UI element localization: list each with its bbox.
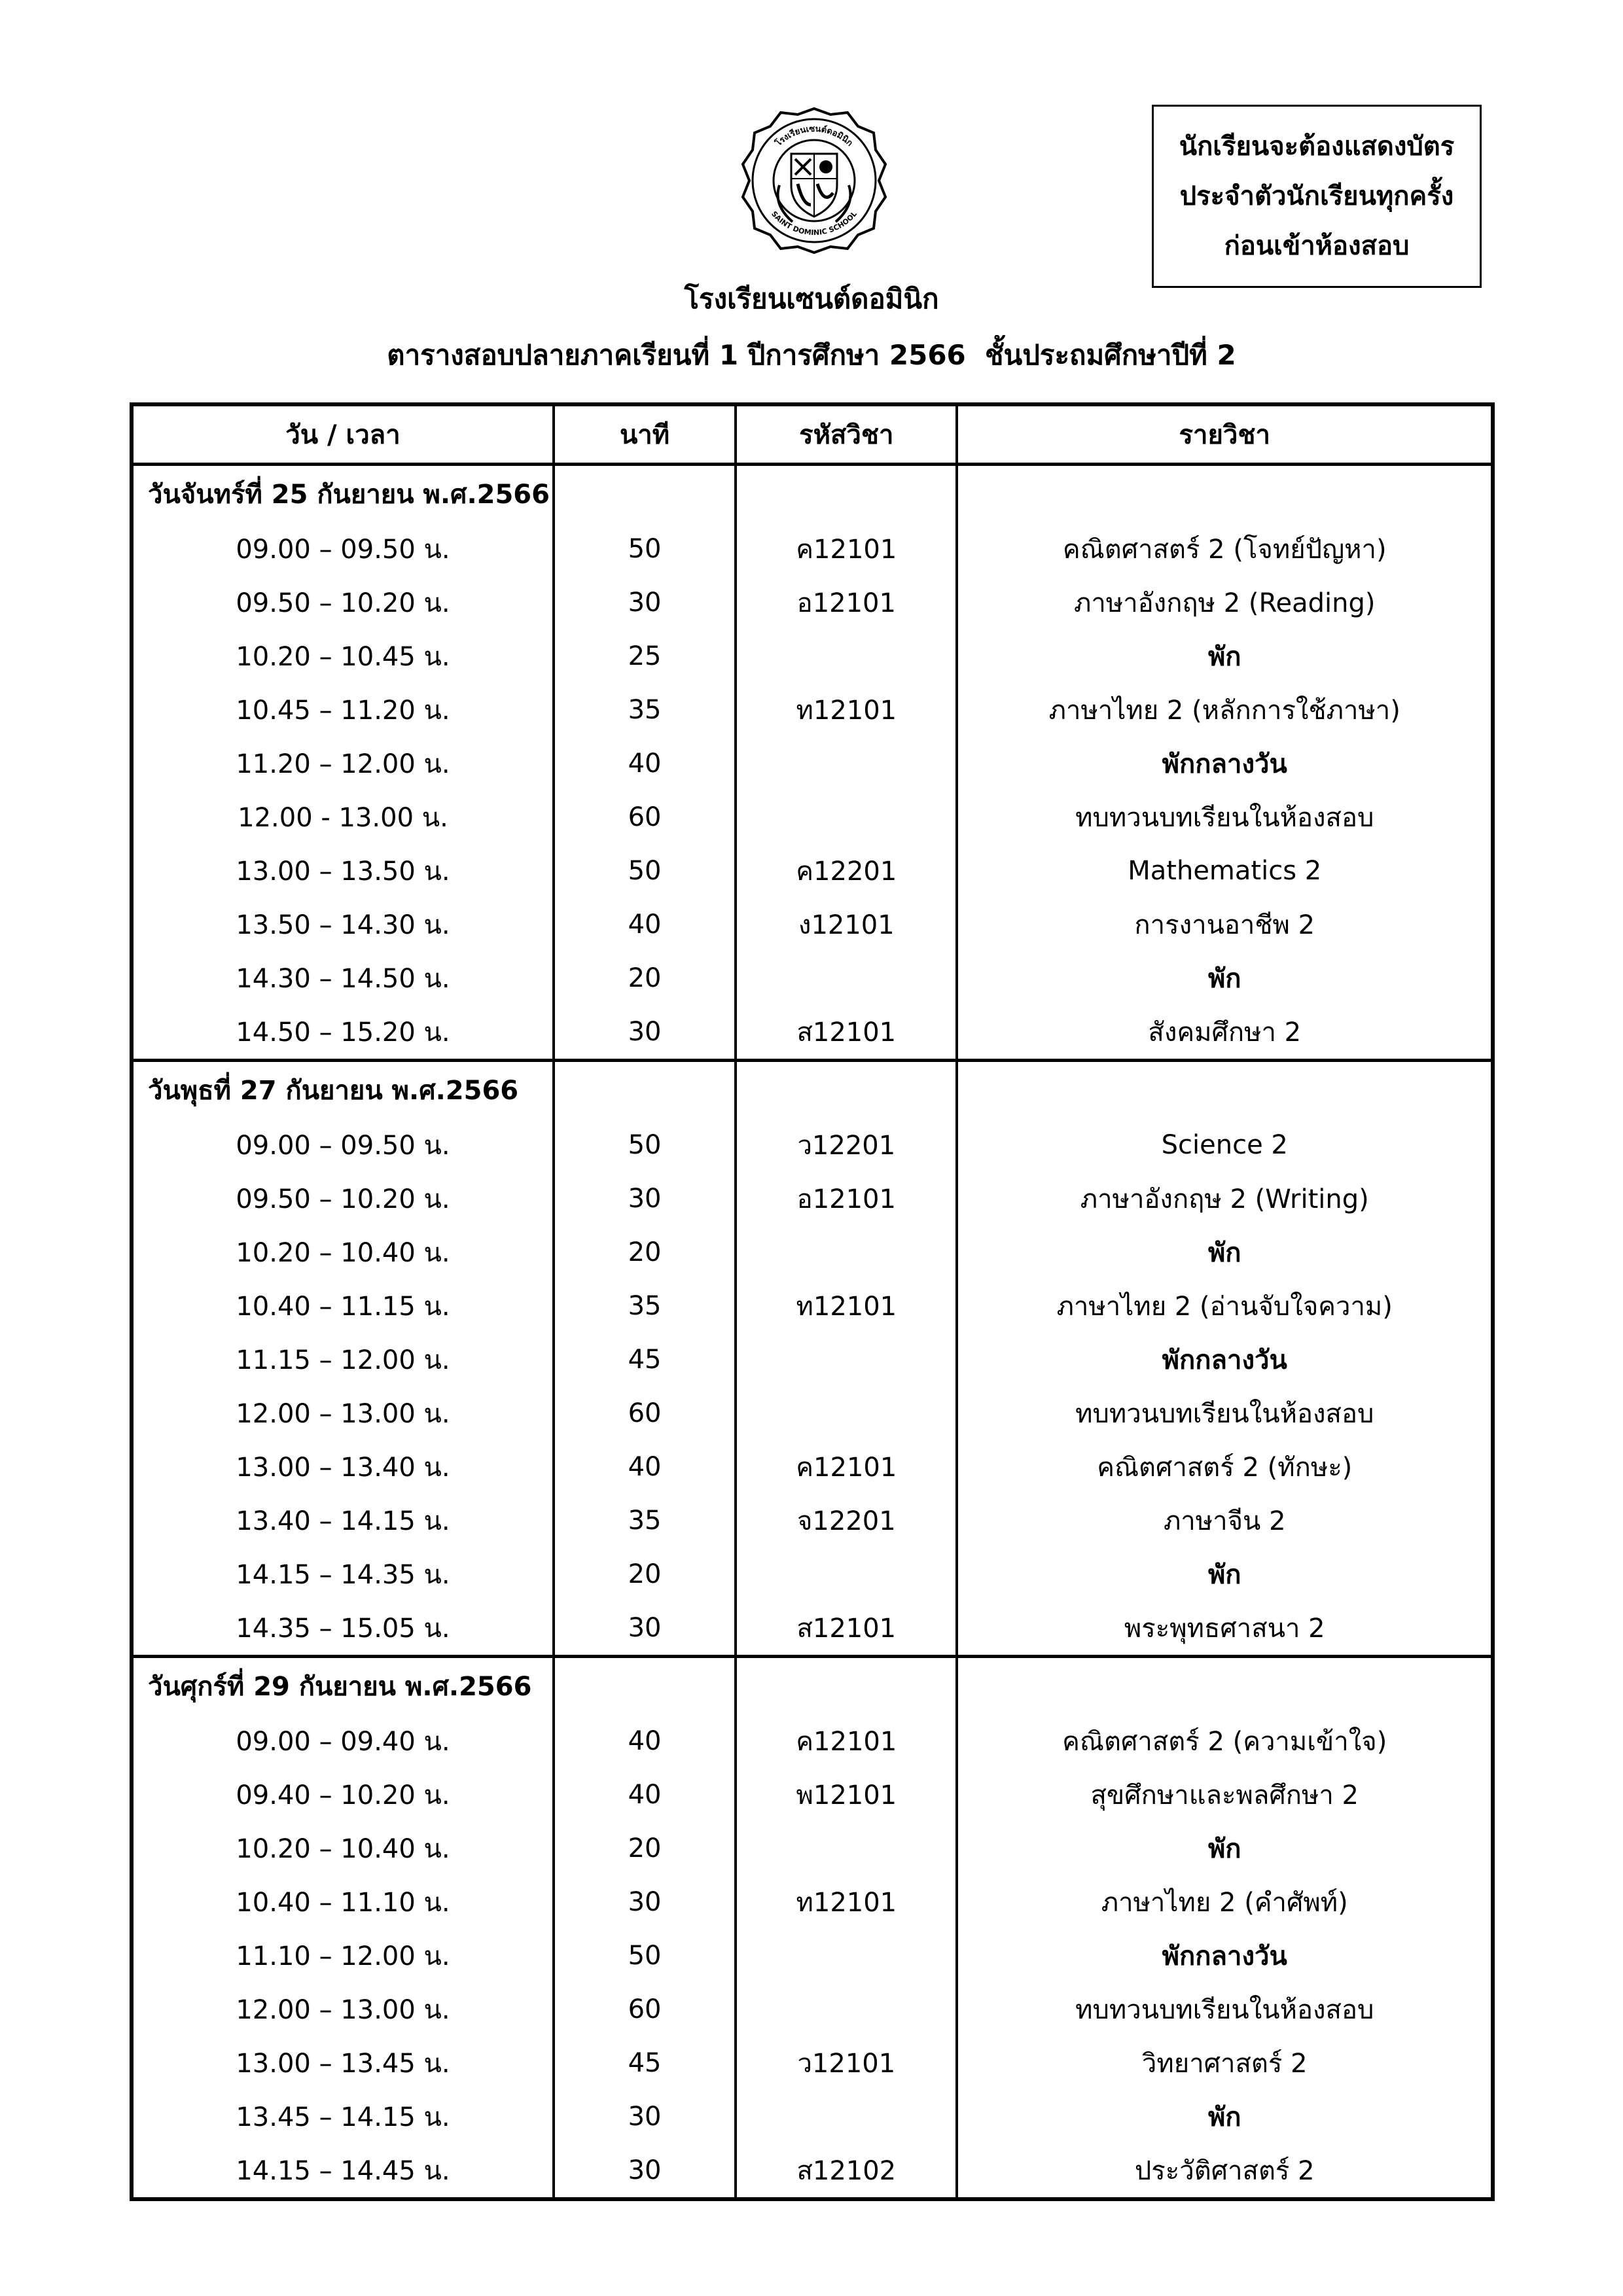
time-cell: 13.40 – 14.15 น. xyxy=(132,1494,554,1547)
day-header-row xyxy=(132,465,1493,523)
table-row xyxy=(132,1005,1493,1061)
table-header-row xyxy=(132,404,1493,465)
time-cell: 10.40 – 11.15 น. xyxy=(132,1279,554,1333)
time-cell: 10.20 – 10.40 น. xyxy=(132,1226,554,1279)
subject-code-cell xyxy=(736,629,957,683)
subject-code-cell: พ12101 xyxy=(736,1768,957,1822)
table-row xyxy=(132,737,1493,790)
day-label: วันศุกร์ที่ 29 กันยายน พ.ศ.2566 xyxy=(132,1657,554,1715)
table-row xyxy=(132,1929,1493,1983)
subject-cell: วิทยาศาสตร์ 2 xyxy=(957,2036,1493,2090)
subject-code-cell: ท12101 xyxy=(736,1875,957,1929)
column-header-subject: รายวิชา xyxy=(957,404,1493,465)
subject-code-cell xyxy=(736,1547,957,1601)
subject-code-cell: ว12101 xyxy=(736,2036,957,2090)
time-cell: 09.00 – 09.50 น. xyxy=(132,1118,554,1172)
table-row xyxy=(132,2090,1493,2144)
subject-code-cell: ส12101 xyxy=(736,1005,957,1061)
time-cell: 09.50 – 10.20 น. xyxy=(132,1172,554,1226)
minutes-cell: 30 xyxy=(554,2144,736,2199)
time-cell: 13.00 – 13.50 น. xyxy=(132,844,554,898)
table-row xyxy=(132,1333,1493,1386)
subject-code-cell xyxy=(736,1386,957,1440)
table-row xyxy=(132,844,1493,898)
subject-code-cell xyxy=(736,2090,957,2144)
table-row xyxy=(132,1118,1493,1172)
time-cell: 13.50 – 14.30 น. xyxy=(132,898,554,951)
subject-code-cell: ค12101 xyxy=(736,1440,957,1494)
schedule-body xyxy=(132,465,1493,2200)
subject-cell: Science 2 xyxy=(957,1118,1493,1172)
minutes-cell: 35 xyxy=(554,1279,736,1333)
subject-code-cell: ส12102 xyxy=(736,2144,957,2199)
time-cell: 14.50 – 15.20 น. xyxy=(132,1005,554,1061)
subject-cell: พระพุทธศาสนา 2 xyxy=(957,1601,1493,1657)
table-row xyxy=(132,1440,1493,1494)
table-row xyxy=(132,1875,1493,1929)
time-cell: 14.15 – 14.35 น. xyxy=(132,1547,554,1601)
time-cell: 10.40 – 11.10 น. xyxy=(132,1875,554,1929)
subject-code-cell: ค12101 xyxy=(736,522,957,576)
subject-cell: ภาษาไทย 2 (หลักการใช้ภาษา) xyxy=(957,683,1493,737)
notice-box xyxy=(1152,105,1482,288)
time-cell: 14.30 – 14.50 น. xyxy=(132,951,554,1005)
subject-cell: พัก xyxy=(957,1226,1493,1279)
subject-cell: พักกลางวัน xyxy=(957,1333,1493,1386)
time-cell: 10.20 – 10.40 น. xyxy=(132,1822,554,1875)
subject-cell: ทบทวนบทเรียนในห้องสอบ xyxy=(957,1983,1493,2036)
subject-cell: ภาษาจีน 2 xyxy=(957,1494,1493,1547)
table-row xyxy=(132,2144,1493,2199)
subject-cell: พัก xyxy=(957,1547,1493,1601)
notice-line: ก่อนเข้าห้องสอบ xyxy=(1224,231,1410,261)
subject-cell: คณิตศาสตร์ 2 (โจทย์ปัญหา) xyxy=(957,522,1493,576)
minutes-cell: 40 xyxy=(554,1714,736,1768)
exam-title: ตารางสอบปลายภาคเรียนที่ 1 ปีการศึกษา 2566 ชั้นประถมศึกษาปีที่ 2 xyxy=(387,339,1236,371)
notice-line: นักเรียนจะต้องแสดงบัตร xyxy=(1179,132,1455,162)
time-cell: 10.45 – 11.20 น. xyxy=(132,683,554,737)
notice-line: ประจำตัวนักเรียนทุกครั้ง xyxy=(1179,181,1454,211)
subject-code-cell xyxy=(736,1822,957,1875)
subject-code-cell xyxy=(736,1983,957,2036)
time-cell: 12.00 – 13.00 น. xyxy=(132,1386,554,1440)
subject-code-cell xyxy=(736,1226,957,1279)
table-row xyxy=(132,1494,1493,1547)
minutes-cell: 35 xyxy=(554,1494,736,1547)
day-label: วันพุธที่ 27 กันยายน พ.ศ.2566 xyxy=(132,1061,554,1119)
table-row xyxy=(132,629,1493,683)
subject-cell: คณิตศาสตร์ 2 (ทักษะ) xyxy=(957,1440,1493,1494)
table-row xyxy=(132,1601,1493,1657)
subject-cell: พัก xyxy=(957,2090,1493,2144)
empty-cell xyxy=(957,1657,1493,1715)
time-cell: 11.15 – 12.00 น. xyxy=(132,1333,554,1386)
subject-cell: สุขศึกษาและพลศึกษา 2 xyxy=(957,1768,1493,1822)
empty-cell xyxy=(554,1657,736,1715)
table-row xyxy=(132,1983,1493,2036)
table-row xyxy=(132,1172,1493,1226)
table-row xyxy=(132,576,1493,629)
subject-code-cell: ส12101 xyxy=(736,1601,957,1657)
svg-text:โรงเรียนเซนต์ดอมินิก: โรงเรียนเซนต์ดอมินิก xyxy=(774,124,855,149)
minutes-cell: 30 xyxy=(554,1005,736,1061)
day-header-row xyxy=(132,1657,1493,1715)
empty-cell xyxy=(957,1061,1493,1119)
column-header-day-time: วัน / เวลา xyxy=(132,404,554,465)
time-cell: 09.00 – 09.50 น. xyxy=(132,522,554,576)
time-cell: 09.00 – 09.40 น. xyxy=(132,1714,554,1768)
minutes-cell: 40 xyxy=(554,737,736,790)
table-row xyxy=(132,1386,1493,1440)
subject-cell: ภาษาอังกฤษ 2 (Reading) xyxy=(957,576,1493,629)
time-cell: 13.00 – 13.45 น. xyxy=(132,2036,554,2090)
empty-cell xyxy=(736,465,957,523)
subject-cell: ทบทวนบทเรียนในห้องสอบ xyxy=(957,1386,1493,1440)
subject-cell: พักกลางวัน xyxy=(957,737,1493,790)
subject-code-cell xyxy=(736,951,957,1005)
subject-cell: ทบทวนบทเรียนในห้องสอบ xyxy=(957,790,1493,844)
minutes-cell: 40 xyxy=(554,898,736,951)
table-row xyxy=(132,790,1493,844)
time-cell: 13.00 – 13.40 น. xyxy=(132,1440,554,1494)
empty-cell xyxy=(554,1061,736,1119)
subject-cell: คณิตศาสตร์ 2 (ความเข้าใจ) xyxy=(957,1714,1493,1768)
minutes-cell: 60 xyxy=(554,1983,736,2036)
minutes-cell: 50 xyxy=(554,1118,736,1172)
table-row xyxy=(132,683,1493,737)
subject-code-cell: อ12101 xyxy=(736,576,957,629)
empty-cell xyxy=(736,1657,957,1715)
school-seal-icon xyxy=(740,107,888,255)
time-cell: 11.10 – 12.00 น. xyxy=(132,1929,554,1983)
subject-code-cell xyxy=(736,1929,957,1983)
minutes-cell: 50 xyxy=(554,1929,736,1983)
subject-code-cell: ค12101 xyxy=(736,1714,957,1768)
minutes-cell: 40 xyxy=(554,1768,736,1822)
subject-code-cell: ว12201 xyxy=(736,1118,957,1172)
subject-code-cell: ท12101 xyxy=(736,683,957,737)
subject-cell: ภาษาอังกฤษ 2 (Writing) xyxy=(957,1172,1493,1226)
table-row xyxy=(132,2036,1493,2090)
minutes-cell: 30 xyxy=(554,576,736,629)
svg-text:SAINT DOMINIC SCHOOL: SAINT DOMINIC SCHOOL xyxy=(770,209,859,238)
minutes-cell: 50 xyxy=(554,522,736,576)
time-cell: 09.50 – 10.20 น. xyxy=(132,576,554,629)
minutes-cell: 60 xyxy=(554,1386,736,1440)
subject-code-cell xyxy=(736,737,957,790)
empty-cell xyxy=(736,1061,957,1119)
table-row xyxy=(132,1547,1493,1601)
minutes-cell: 40 xyxy=(554,1440,736,1494)
day-header-row xyxy=(132,1061,1493,1119)
minutes-cell: 50 xyxy=(554,844,736,898)
subject-cell: พัก xyxy=(957,951,1493,1005)
subject-code-cell: ง12101 xyxy=(736,898,957,951)
table-row xyxy=(132,1226,1493,1279)
column-header-minutes: นาที xyxy=(554,404,736,465)
table-row xyxy=(132,522,1493,576)
time-cell: 14.35 – 15.05 น. xyxy=(132,1601,554,1657)
minutes-cell: 20 xyxy=(554,1226,736,1279)
minutes-cell: 20 xyxy=(554,1547,736,1601)
time-cell: 14.15 – 14.45 น. xyxy=(132,2144,554,2199)
subject-cell: พัก xyxy=(957,629,1493,683)
minutes-cell: 25 xyxy=(554,629,736,683)
exam-schedule-table xyxy=(130,402,1495,2201)
minutes-cell: 20 xyxy=(554,951,736,1005)
time-cell: 13.45 – 14.15 น. xyxy=(132,2090,554,2144)
time-cell: 09.40 – 10.20 น. xyxy=(132,1768,554,1822)
time-cell: 12.00 - 13.00 น. xyxy=(132,790,554,844)
table-row xyxy=(132,951,1493,1005)
minutes-cell: 20 xyxy=(554,1822,736,1875)
table-row xyxy=(132,1822,1493,1875)
subject-code-cell: ค12201 xyxy=(736,844,957,898)
subject-cell: ภาษาไทย 2 (อ่านจับใจความ) xyxy=(957,1279,1493,1333)
minutes-cell: 45 xyxy=(554,1333,736,1386)
subject-cell: ประวัติศาสตร์ 2 xyxy=(957,2144,1493,2199)
subject-cell: พัก xyxy=(957,1822,1493,1875)
subject-code-cell: ท12101 xyxy=(736,1279,957,1333)
minutes-cell: 30 xyxy=(554,1172,736,1226)
subject-cell: การงานอาชีพ 2 xyxy=(957,898,1493,951)
minutes-cell: 30 xyxy=(554,1601,736,1657)
day-label: วันจันทร์ที่ 25 กันยายน พ.ศ.2566 xyxy=(132,465,554,523)
subject-cell: พักกลางวัน xyxy=(957,1929,1493,1983)
subject-cell: Mathematics 2 xyxy=(957,844,1493,898)
table-row xyxy=(132,1714,1493,1768)
subject-code-cell: จ12201 xyxy=(736,1494,957,1547)
school-name: โรงเรียนเซนต์ดอมินิก xyxy=(684,283,939,315)
subject-cell: สังคมศึกษา 2 xyxy=(957,1005,1493,1061)
minutes-cell: 30 xyxy=(554,1875,736,1929)
empty-cell xyxy=(554,465,736,523)
column-header-subject-code: รหัสวิชา xyxy=(736,404,957,465)
table-row xyxy=(132,1279,1493,1333)
table-row xyxy=(132,1768,1493,1822)
time-cell: 12.00 – 13.00 น. xyxy=(132,1983,554,2036)
time-cell: 11.20 – 12.00 น. xyxy=(132,737,554,790)
table-row xyxy=(132,898,1493,951)
subject-code-cell: อ12101 xyxy=(736,1172,957,1226)
subject-code-cell xyxy=(736,790,957,844)
time-cell: 10.20 – 10.45 น. xyxy=(132,629,554,683)
minutes-cell: 30 xyxy=(554,2090,736,2144)
minutes-cell: 35 xyxy=(554,683,736,737)
minutes-cell: 60 xyxy=(554,790,736,844)
empty-cell xyxy=(957,465,1493,523)
subject-cell: ภาษาไทย 2 (คำศัพท์) xyxy=(957,1875,1493,1929)
minutes-cell: 45 xyxy=(554,2036,736,2090)
subject-code-cell xyxy=(736,1333,957,1386)
